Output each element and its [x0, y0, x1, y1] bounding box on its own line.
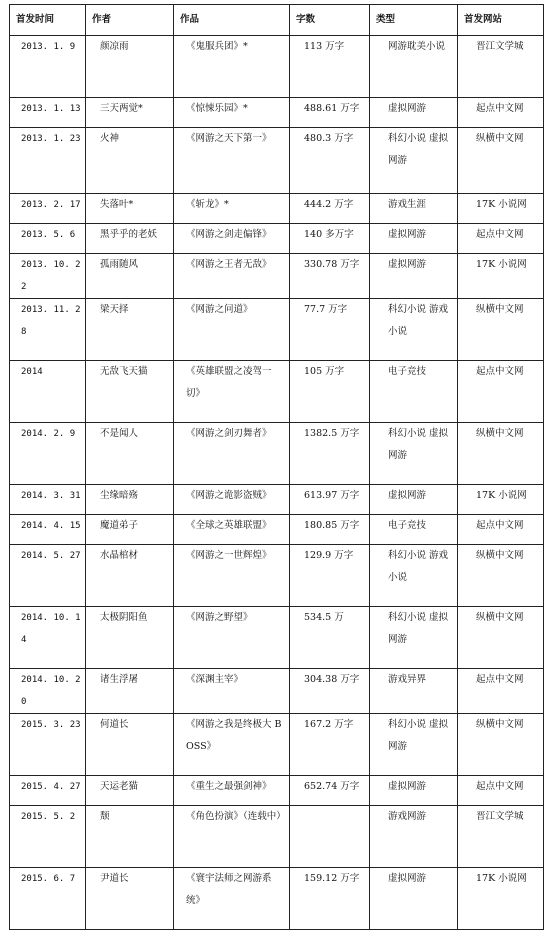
cell-words: 159.12 万字: [290, 868, 370, 930]
cell-words: 180.85 万字: [290, 515, 370, 545]
cell-date: 2013. 10. 22: [10, 254, 86, 299]
cell-work: 《惊悚乐园》*: [174, 98, 290, 128]
cell-site: 起点中文网: [458, 776, 544, 806]
cell-words: 480.3 万字: [290, 128, 370, 194]
cell-site: 纵横中文网: [458, 423, 544, 485]
cell-genre: 科幻小说 虚拟网游: [370, 607, 458, 669]
cell-date: 2013. 2. 17: [10, 194, 86, 224]
cell-site: 晋江文学城: [458, 806, 544, 868]
cell-site: 纵横中文网: [458, 128, 544, 194]
cell-genre: 科幻小说 虚拟网游: [370, 423, 458, 485]
cell-site: 起点中文网: [458, 98, 544, 128]
header-site: 首发网站: [458, 5, 544, 36]
cell-date: 2015. 5. 2: [10, 806, 86, 868]
cell-genre: 游戏异界: [370, 669, 458, 714]
header-author: 作者: [86, 5, 174, 36]
table-row: [10, 224, 544, 254]
cell-words: 444.2 万字: [290, 194, 370, 224]
cell-work: 《重生之最强剑神》: [174, 776, 290, 806]
cell-author: 何道长: [86, 714, 174, 776]
cell-author: 颜凉雨: [86, 36, 174, 98]
cell-genre: 虚拟网游: [370, 224, 458, 254]
cell-date: 2014. 5. 27: [10, 545, 86, 607]
cell-date: 2013. 1. 9: [10, 36, 86, 98]
table-row: [10, 485, 544, 515]
cell-author: 不是闻人: [86, 423, 174, 485]
cell-date: 2015. 3. 23: [10, 714, 86, 776]
header-row: [10, 5, 544, 36]
header-date: 首发时间: [10, 5, 86, 36]
cell-genre: 虚拟网游: [370, 868, 458, 930]
cell-words: 113 万字: [290, 36, 370, 98]
cell-date: 2014. 2. 9: [10, 423, 86, 485]
table-row: [10, 36, 544, 98]
cell-words: 1382.5 万字: [290, 423, 370, 485]
cell-site: 17K 小说网: [458, 868, 544, 930]
table-row: [10, 299, 544, 361]
cell-author: 失落叶*: [86, 194, 174, 224]
cell-author: 梁天择: [86, 299, 174, 361]
cell-work: 《网游之剑走偏锋》: [174, 224, 290, 254]
cell-work: 《寰宇法师之网游系统》: [174, 868, 290, 930]
cell-date: 2014. 4. 15: [10, 515, 86, 545]
cell-date: 2013. 11. 28: [10, 299, 86, 361]
cell-words: 613.97 万字: [290, 485, 370, 515]
cell-work: 《网游之剑刃舞者》: [174, 423, 290, 485]
cell-words: 77.7 万字: [290, 299, 370, 361]
cell-author: 尘缘暗殇: [86, 485, 174, 515]
table-row: [10, 868, 544, 930]
cell-words: 167.2 万字: [290, 714, 370, 776]
cell-genre: 虚拟网游: [370, 776, 458, 806]
cell-words: 534.5 万: [290, 607, 370, 669]
cell-date: 2015. 4. 27: [10, 776, 86, 806]
cell-work: 《角色扮演》（连载中）: [174, 806, 290, 868]
cell-date: 2014. 10. 20: [10, 669, 86, 714]
cell-work: 《鬼服兵团》*: [174, 36, 290, 98]
cell-site: 纵横中文网: [458, 299, 544, 361]
table-row: [10, 776, 544, 806]
cell-work: 《深渊主宰》: [174, 669, 290, 714]
cell-author: 无敌飞天猫: [86, 361, 174, 423]
cell-author: 天运老猫: [86, 776, 174, 806]
cell-date: 2013. 5. 6: [10, 224, 86, 254]
header-work: 作品: [174, 5, 290, 36]
cell-site: 晋江文学城: [458, 36, 544, 98]
cell-genre: 科幻小说 虚拟网游: [370, 128, 458, 194]
cell-genre: 科幻小说 虚拟网游: [370, 714, 458, 776]
cell-genre: 科幻小说 游戏小说: [370, 545, 458, 607]
cell-author: 颓: [86, 806, 174, 868]
header-genre: 类型: [370, 5, 458, 36]
cell-author: 黑乎乎的老妖: [86, 224, 174, 254]
novel-table: [9, 4, 544, 930]
cell-work: 《斩龙》*: [174, 194, 290, 224]
cell-date: 2014. 10. 14: [10, 607, 86, 669]
cell-author: 水晶棺材: [86, 545, 174, 607]
cell-work: 《网游之问道》: [174, 299, 290, 361]
cell-genre: 科幻小说 游戏小说: [370, 299, 458, 361]
cell-work: 《网游之野望》: [174, 607, 290, 669]
cell-work: 《全球之英雄联盟》: [174, 515, 290, 545]
cell-date: 2013. 1. 23: [10, 128, 86, 194]
cell-date: 2015. 6. 7: [10, 868, 86, 930]
cell-genre: 虚拟网游: [370, 485, 458, 515]
table-row: [10, 128, 544, 194]
header-words: 字数: [290, 5, 370, 36]
cell-site: 纵横中文网: [458, 714, 544, 776]
cell-work: 《网游之王者无敌》: [174, 254, 290, 299]
table-row: [10, 669, 544, 714]
cell-author: 太极阴阳鱼: [86, 607, 174, 669]
cell-site: 起点中文网: [458, 669, 544, 714]
cell-site: 17K 小说网: [458, 254, 544, 299]
cell-genre: 电子竞技: [370, 515, 458, 545]
cell-words: 105 万字: [290, 361, 370, 423]
cell-genre: 虚拟网游: [370, 98, 458, 128]
table-row: [10, 607, 544, 669]
cell-author: 三天两觉*: [86, 98, 174, 128]
cell-work: 《英雄联盟之凌驾一切》: [174, 361, 290, 423]
table-row: [10, 98, 544, 128]
cell-site: 17K 小说网: [458, 485, 544, 515]
cell-date: 2014: [10, 361, 86, 423]
cell-genre: 游戏网游: [370, 806, 458, 868]
cell-site: 纵横中文网: [458, 545, 544, 607]
cell-words: 129.9 万字: [290, 545, 370, 607]
cell-site: 纵横中文网: [458, 607, 544, 669]
cell-site: 起点中文网: [458, 361, 544, 423]
cell-words: 304.38 万字: [290, 669, 370, 714]
cell-work: 《网游之诡影盗贼》: [174, 485, 290, 515]
cell-words: 488.61 万字: [290, 98, 370, 128]
cell-site: 起点中文网: [458, 224, 544, 254]
cell-author: 诸生浮屠: [86, 669, 174, 714]
cell-author: 孤雨随风: [86, 254, 174, 299]
cell-genre: 电子竞技: [370, 361, 458, 423]
cell-date: 2014. 3. 31: [10, 485, 86, 515]
cell-words: [290, 806, 370, 868]
cell-site: 17K 小说网: [458, 194, 544, 224]
cell-genre: 游戏生涯: [370, 194, 458, 224]
cell-author: 尹道长: [86, 868, 174, 930]
table-row: [10, 714, 544, 776]
cell-site: 起点中文网: [458, 515, 544, 545]
cell-author: 魔道弟子: [86, 515, 174, 545]
table-row: [10, 254, 544, 299]
table-row: [10, 361, 544, 423]
table-row: [10, 423, 544, 485]
table-row: [10, 515, 544, 545]
cell-genre: 虚拟网游: [370, 254, 458, 299]
cell-words: 652.74 万字: [290, 776, 370, 806]
cell-work: 《网游之天下第一》: [174, 128, 290, 194]
cell-work: 《网游之一世辉煌》: [174, 545, 290, 607]
table-row: [10, 194, 544, 224]
cell-work: 《网游之我是终极大 BOSS》: [174, 714, 290, 776]
cell-author: 火神: [86, 128, 174, 194]
cell-genre: 网游耽美小说: [370, 36, 458, 98]
cell-words: 330.78 万字: [290, 254, 370, 299]
table-row: [10, 806, 544, 868]
cell-date: 2013. 1. 13: [10, 98, 86, 128]
cell-words: 140 多万字: [290, 224, 370, 254]
table-row: [10, 545, 544, 607]
